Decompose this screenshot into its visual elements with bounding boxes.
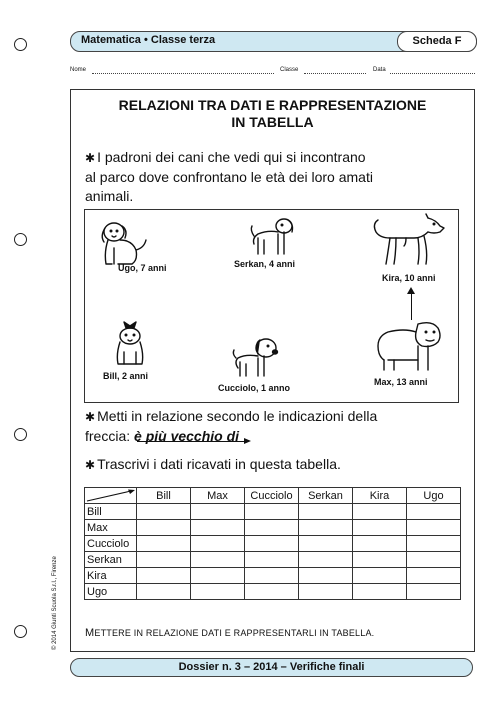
table-cell[interactable] [407, 536, 461, 552]
dog-bill-label: Bill, 2 anni [103, 371, 149, 381]
table-cell[interactable] [245, 584, 299, 600]
instruction-1-line-2: freccia: [85, 428, 135, 444]
table-cell[interactable] [137, 568, 191, 584]
table-cell[interactable] [353, 504, 407, 520]
relation-label: è più vecchio di [134, 428, 240, 444]
name-label: Nome [70, 67, 87, 73]
column-header: Cucciolo [245, 488, 299, 504]
table-cell[interactable] [407, 504, 461, 520]
bullet-icon: ✱ [85, 410, 96, 424]
binder-hole-1 [14, 38, 27, 51]
row-header: Max [85, 520, 137, 536]
row-header: Serkan [85, 552, 137, 568]
table-row [85, 504, 461, 520]
dog-max-icon [374, 318, 444, 374]
table-cell[interactable] [137, 504, 191, 520]
table-cell[interactable] [191, 536, 245, 552]
table-cell[interactable] [353, 520, 407, 536]
arrow-diagonal-icon [85, 488, 136, 503]
instruction-2-text: Trascrivi i dati ricavati in questa tabella. [97, 456, 341, 472]
bullet-icon: ✱ [85, 458, 96, 472]
table-cell[interactable] [299, 536, 353, 552]
table-cell[interactable] [245, 552, 299, 568]
page-title [70, 97, 475, 131]
table-cell[interactable] [353, 552, 407, 568]
table-cell[interactable] [299, 552, 353, 568]
column-header: Max [191, 488, 245, 504]
binder-hole-2 [14, 233, 27, 246]
table-cell[interactable] [245, 568, 299, 584]
dog-bill-icon [110, 318, 150, 368]
note-text: ETTERE IN RELAZIONE DATI E RAPPRESENTARLI IN TABELLA. [94, 628, 375, 638]
table-row [85, 584, 461, 600]
binder-hole-3 [14, 428, 27, 441]
class-field[interactable] [304, 72, 366, 74]
table-cell[interactable] [299, 504, 353, 520]
table-cell[interactable] [137, 584, 191, 600]
table-cell[interactable] [407, 552, 461, 568]
table-cell[interactable] [191, 568, 245, 584]
name-field[interactable] [92, 72, 274, 74]
table-cell[interactable] [137, 520, 191, 536]
dog-serkan-icon [248, 216, 298, 258]
class-label: Classe [280, 67, 299, 73]
column-header: Ugo [407, 488, 461, 504]
column-header: Bill [137, 488, 191, 504]
column-header: Serkan [299, 488, 353, 504]
intro-line-2: al parco dove confrontano le età dei loro amati [85, 169, 373, 185]
table-cell[interactable] [353, 584, 407, 600]
dog-ugo-label: Ugo, 7 anni [118, 263, 167, 273]
row-header: Kira [85, 568, 137, 584]
bullet-icon: ✱ [85, 151, 96, 165]
column-header: Kira [353, 488, 407, 504]
table-cell[interactable] [353, 568, 407, 584]
date-field[interactable] [390, 72, 475, 74]
table-header-row [85, 488, 461, 504]
table-cell[interactable] [407, 568, 461, 584]
title-line-2: IN TABELLA [231, 114, 314, 130]
table-cell[interactable] [407, 584, 461, 600]
dog-cucciolo-icon [230, 332, 284, 380]
dog-max-label: Max, 13 anni [374, 377, 428, 387]
relation-table [84, 487, 461, 600]
row-header: Bill [85, 504, 137, 520]
table-cell[interactable] [191, 520, 245, 536]
table-cell[interactable] [245, 536, 299, 552]
dog-serkan-label: Serkan, 4 anni [234, 259, 296, 269]
note-initial: M [85, 627, 95, 639]
worksheet-badge: Scheda F [397, 31, 477, 52]
row-header: Ugo [85, 584, 137, 600]
table-cell[interactable] [137, 552, 191, 568]
table-corner-cell [85, 488, 137, 504]
table-row [85, 536, 461, 552]
title-line-1: RELAZIONI TRA DATI E RAPPRESENTAZIONE [118, 97, 427, 113]
copyright-text: © 2014 Giunti Scuola S.r.l., Firenze [52, 556, 58, 650]
dog-cucciolo-label: Cucciolo, 1 anno [218, 383, 291, 393]
intro-paragraph [85, 148, 373, 206]
header-title: Matematica • Classe terza [81, 34, 216, 46]
row-header: Cucciolo [85, 536, 137, 552]
table-cell[interactable] [299, 584, 353, 600]
dog-kira-label: Kira, 10 anni [382, 273, 436, 283]
dog-kira-icon [370, 212, 446, 268]
intro-line-3: animali. [85, 188, 134, 204]
table-cell[interactable] [353, 536, 407, 552]
table-row [85, 568, 461, 584]
table-row [85, 552, 461, 568]
instruction-2 [85, 455, 341, 475]
arrow-right-icon [244, 438, 251, 444]
intro-line-1: I padroni dei cani che vedi qui si incontrano [97, 149, 366, 165]
date-label: Data [373, 67, 386, 73]
table-cell[interactable] [137, 536, 191, 552]
table-cell[interactable] [407, 520, 461, 536]
table-cell[interactable] [191, 584, 245, 600]
table-cell[interactable] [245, 520, 299, 536]
objective-note [85, 627, 374, 639]
arrow-shaft [411, 292, 412, 320]
instruction-1-line-1: Metti in relazione secondo le indicazioni della [97, 408, 378, 424]
footer-bar: Dossier n. 3 – 2014 – Verifiche finali [70, 658, 473, 677]
table-row [85, 520, 461, 536]
table-cell[interactable] [299, 568, 353, 584]
table-cell[interactable] [191, 504, 245, 520]
table-cell[interactable] [191, 552, 245, 568]
binder-hole-4 [14, 625, 27, 638]
table-cell[interactable] [245, 504, 299, 520]
table-cell[interactable] [299, 520, 353, 536]
header-bar [70, 31, 477, 52]
relation-arrow-shaft [137, 441, 245, 443]
